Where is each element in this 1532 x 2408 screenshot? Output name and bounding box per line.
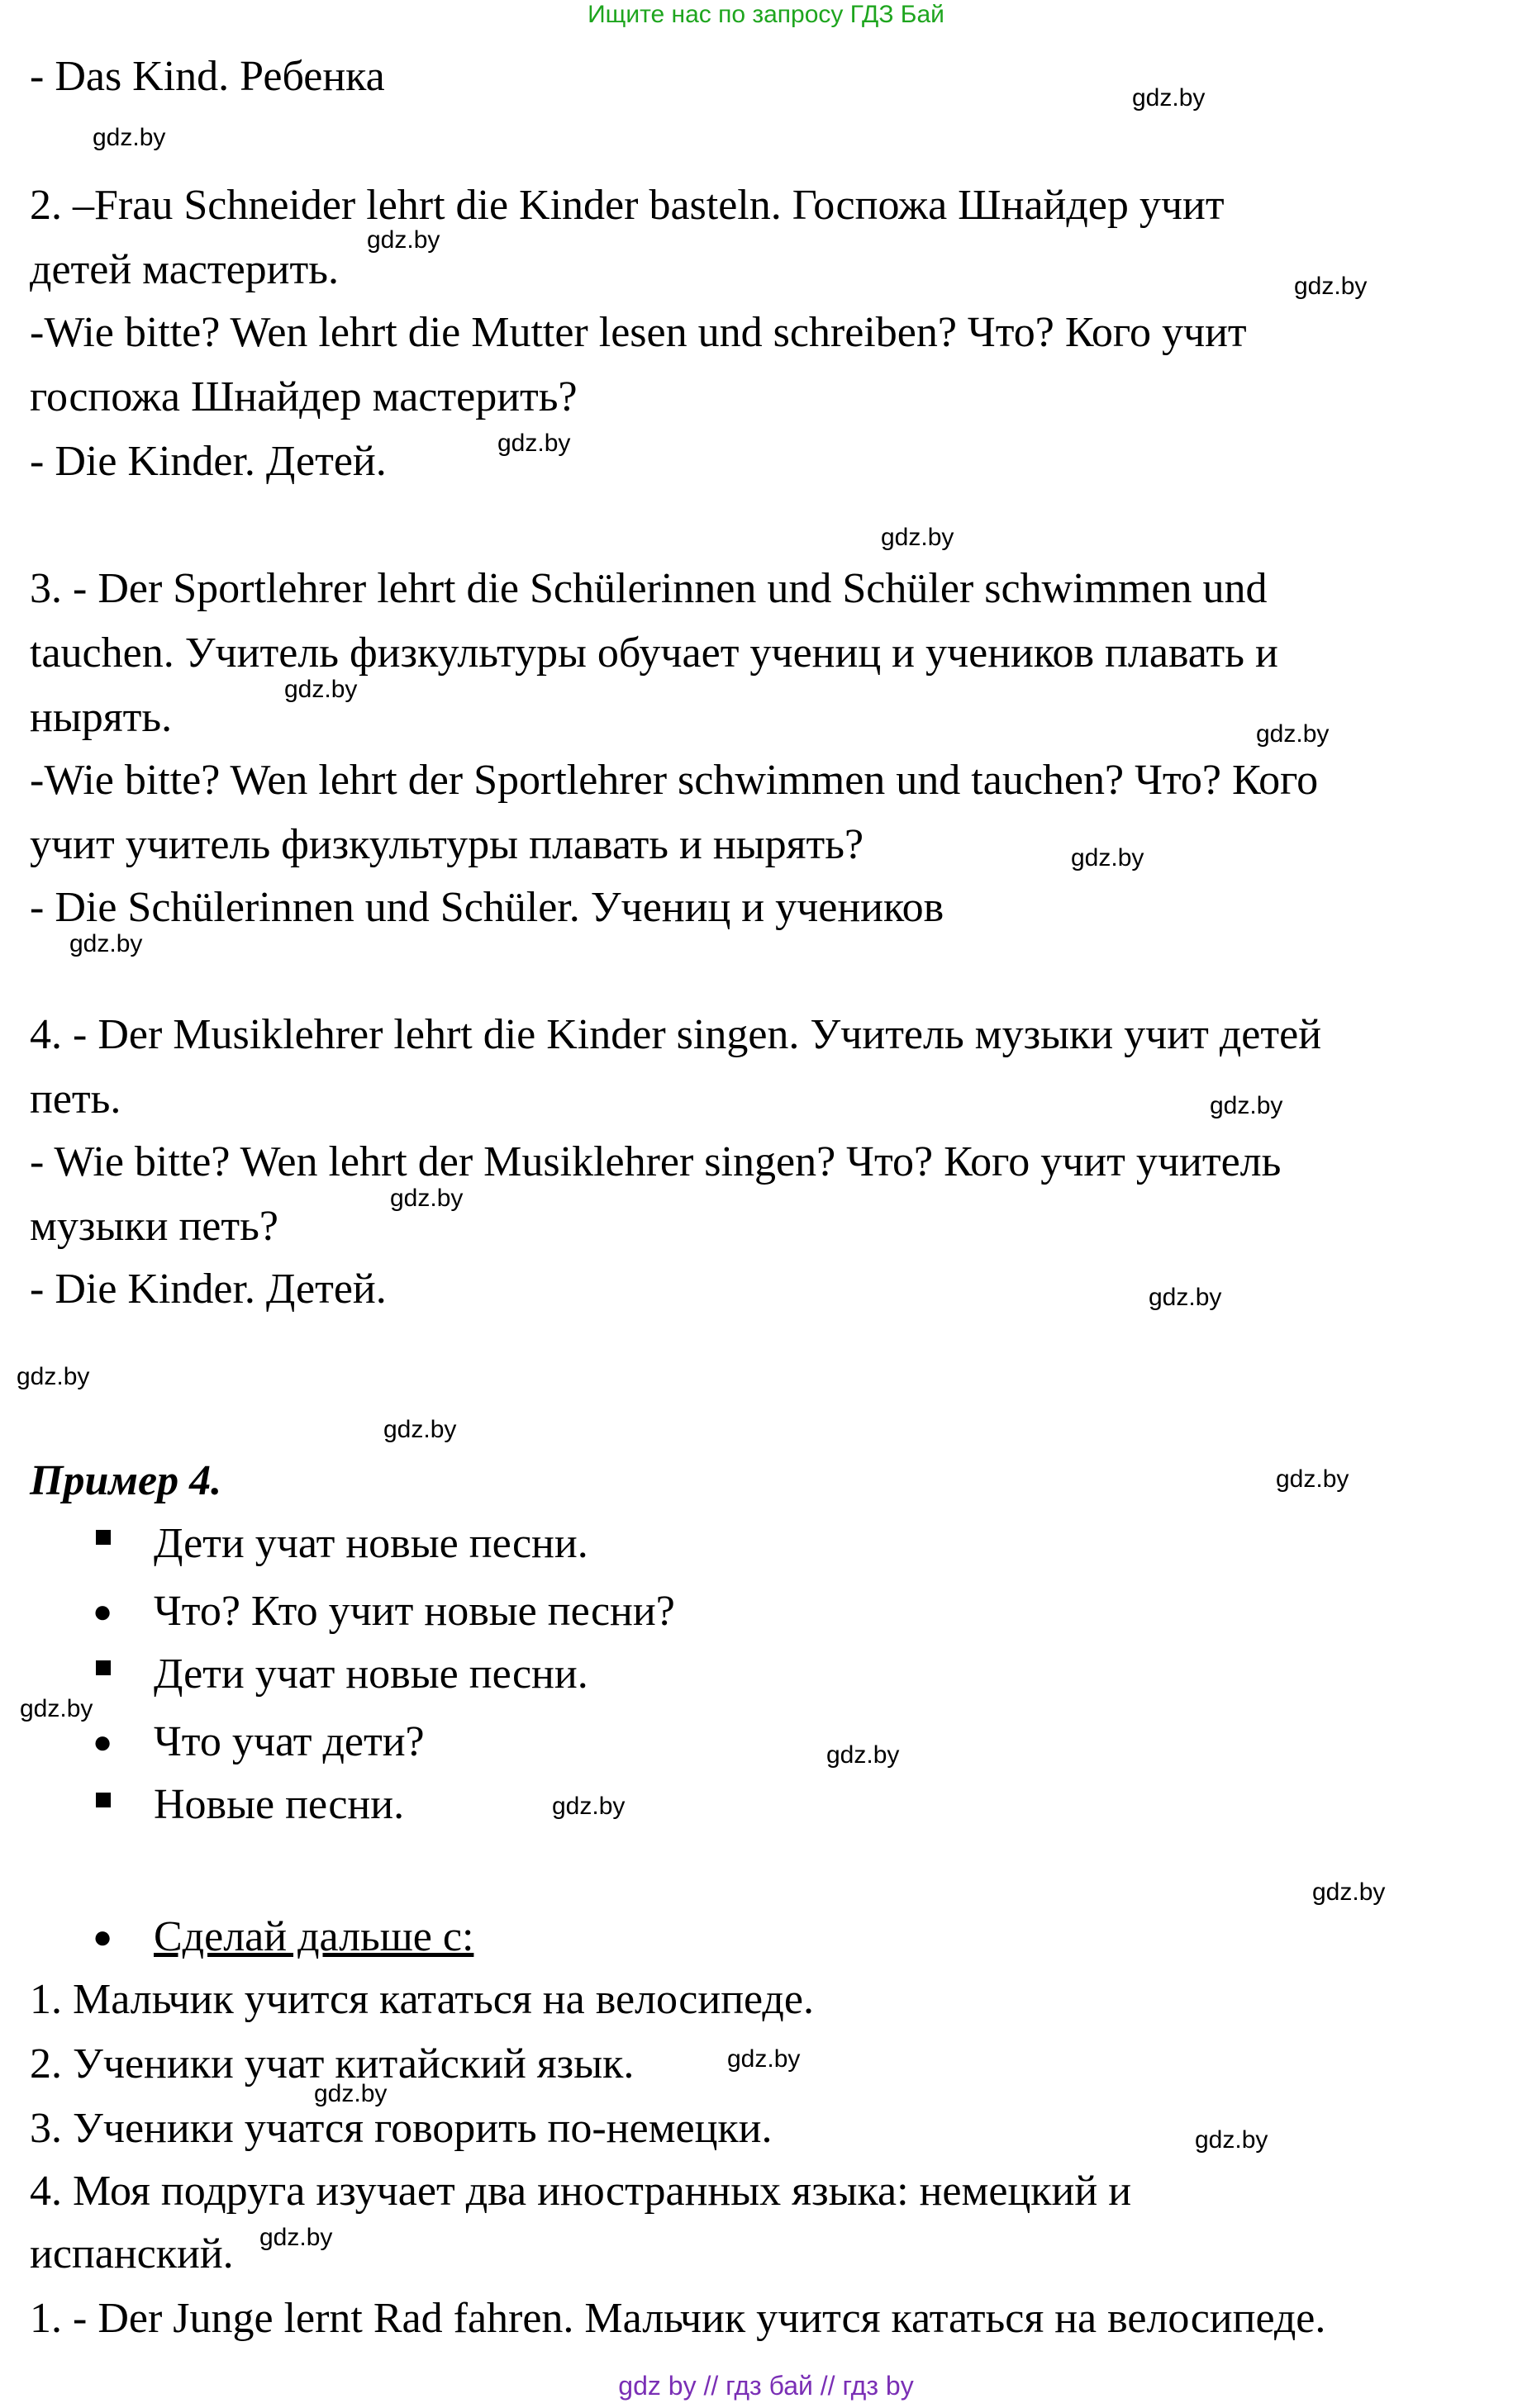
watermark-text: gdz.by (1256, 720, 1330, 748)
watermark-text: gdz.by (552, 1793, 626, 1820)
round-bullet-icon: ● (93, 1723, 113, 1760)
watermark-text: gdz.by (1312, 1878, 1386, 1906)
list-item: Что? Кто учит новые песни? (154, 1588, 675, 1635)
watermark-text: gdz.by (20, 1695, 93, 1722)
text-line: - Das Kind. Ребенка (30, 53, 385, 100)
text-line: 2. –Frau Schneider lehrt die Kinder basteln. Госпожа Шнайдер учит (30, 182, 1225, 229)
text-line: госпожа Шнайдер мастерить? (30, 373, 578, 420)
text-line: -Wie bitte? Wen lehrt der Sportlehrer schwimmen und tauchen? Что? Кого (30, 757, 1319, 804)
watermark-text: gdz.by (497, 430, 571, 457)
text-line: 4. Моя подруга изучает два иностранных языка: немецкий и (30, 2168, 1132, 2215)
square-bullet-icon (96, 1530, 111, 1545)
watermark-text: gdz.by (93, 124, 166, 151)
text-line: детей мастерить. (30, 246, 339, 293)
list-item: Дети учат новые песни. (154, 1650, 588, 1698)
list-item: Новые песни. (154, 1781, 405, 1828)
text-line: 2. Ученики учат китайский язык. (30, 2040, 635, 2087)
header-banner: Ищите нас по запросу ГДЗ Бай (588, 1, 944, 28)
watermark-text: gdz.by (367, 226, 440, 254)
watermark-text: gdz.by (1149, 1284, 1222, 1311)
text-line: 3. Ученики учатся говорить по-немецки. (30, 2105, 773, 2152)
text-line: 1. - Der Junge lernt Rad fahren. Мальчик учится кататься на велосипеде. (30, 2295, 1326, 2342)
watermark-text: gdz.by (284, 676, 358, 703)
square-bullet-icon (96, 1660, 111, 1675)
watermark-text: gdz.by (727, 2045, 801, 2073)
list-item: Что учат дети? (154, 1718, 425, 1765)
watermark-text: gdz.by (1210, 1092, 1283, 1119)
watermark-text: gdz.by (1195, 2126, 1268, 2154)
watermark-text: gdz.by (1294, 273, 1368, 300)
text-line: 1. Мальчик учится кататься на велосипеде. (30, 1976, 814, 2023)
section-heading: Пример 4. (30, 1457, 222, 1504)
footer-banner: gdz by // гдз бай // гдз by (618, 2371, 914, 2401)
watermark-text: gdz.by (383, 1416, 457, 1443)
watermark-text: gdz.by (17, 1363, 90, 1390)
watermark-text: gdz.by (1132, 84, 1206, 112)
text-line: - Wie bitte? Wen lehrt der Musiklehrer singen? Что? Кого учит учитель (30, 1138, 1282, 1185)
watermark-text: gdz.by (259, 2224, 333, 2251)
list-item: Дети учат новые песни. (154, 1520, 588, 1567)
list-item: Сделай дальше с: (154, 1913, 474, 1960)
text-line: 3. - Der Sportlehrer lehrt die Schülerinnen und Schüler schwimmen und (30, 565, 1268, 612)
text-line: учит учитель физкультуры плавать и нырять? (30, 821, 864, 868)
text-line: 4. - Der Musiklehrer lehrt die Kinder singen. Учитель музыки учит детей (30, 1011, 1322, 1058)
text-line: музыки петь? (30, 1203, 278, 1250)
watermark-text: gdz.by (1276, 1465, 1349, 1493)
watermark-text: gdz.by (390, 1185, 464, 1212)
watermark-text: gdz.by (314, 2080, 388, 2107)
text-line: нырять. (30, 694, 173, 741)
text-line: - Die Schülerinnen und Schüler. Учениц и учеников (30, 884, 944, 931)
watermark-text: gdz.by (826, 1741, 900, 1769)
square-bullet-icon (96, 1793, 111, 1807)
text-line: испанский. (30, 2230, 234, 2277)
text-line: петь. (30, 1076, 121, 1123)
text-line: -Wie bitte? Wen lehrt die Mutter lesen und schreiben? Что? Кого учит (30, 309, 1247, 356)
round-bullet-icon: ● (93, 1918, 113, 1955)
watermark-text: gdz.by (881, 524, 954, 551)
watermark-text: gdz.by (1071, 844, 1144, 872)
text-line: tauchen. Учитель физкультуры обучает учениц и учеников плавать и (30, 629, 1278, 677)
round-bullet-icon: ● (93, 1593, 113, 1630)
text-line: - Die Kinder. Детей. (30, 1266, 387, 1313)
watermark-text: gdz.by (69, 930, 143, 957)
text-line: - Die Kinder. Детей. (30, 438, 387, 485)
